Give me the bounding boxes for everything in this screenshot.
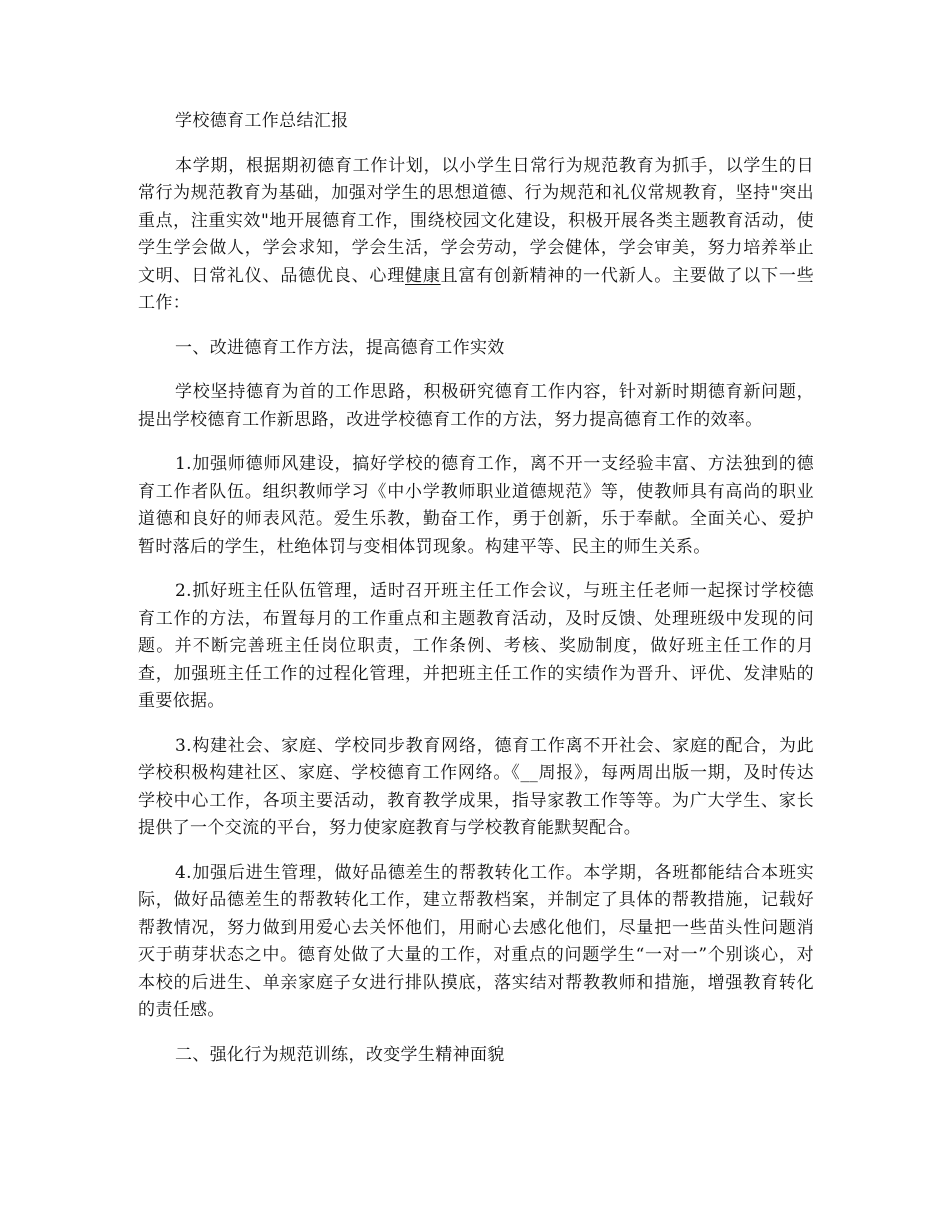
document-page [138, 108, 814, 1086]
section-2-heading: 二、强化行为规范训练，改变学生精神面貌 [175, 1044, 505, 1065]
intro-paragraph [138, 153, 814, 318]
item-1-paragraph: 1.加强师德师风建设，搞好学校的德育工作，离不开一支经验丰富、方法独到的德育工作者队伍。组织教师学习《中小学教师职业道德规范》等，使教师具有高尚的职业道德和良好的师表风范。爱生乐教，勤奋工作，勇于创新，乐于奉献。全面关心、爱护暂时落后的学生，杜绝体罚与变相体罚现象。构建平等、民主的师生关系。 [138, 454, 814, 557]
intro-text-before: 本学期，根据期初德育工作计划，以小学生日常行为规范教育为抓手，以学生的日常行为规范教育为基础，加强对学生的思想道德、行为规范和礼仪常规教育，坚持"突出重点，注重实效"地开展德育工作，围绕校园文化建设，积极开展各类主题教育活动，使学生学会做人，学会求知，学会生活，学会劳动，学会健体，学会审美，努力培养举止文明、日常礼仪、品德优良、心理 [138, 155, 814, 286]
health-link[interactable]: 健康 [405, 265, 441, 286]
section-1-intro: 学校坚持德育为首的工作思路，积极研究德育工作内容，针对新时期德育新问题，提出学校德育工作新思路，改进学校德育工作的方法，努力提高德育工作的效率。 [138, 382, 814, 430]
intro-text-after: 且富有创新精神的一代新人。主要做了以下一些工作： [138, 265, 814, 313]
item-4-paragraph: 4.加强后进生管理，做好品德差生的帮教转化工作。本学期，各班都能结合本班实际，做好品德差生的帮教转化工作，建立帮教档案，并制定了具体的帮教措施，记载好帮教情况，努力做到用爱心去关怀他们，用耐心去感化他们，尽量把一些苗头性问题消灭于萌芽状态之中。德育处做了大量的工作，对重点的问题学生“一对一”个别谈心，对本校的后进生、单亲家庭子女进行排队摸底，落实结对帮教教师和措施，增强教育转化的责任感。 [138, 862, 814, 1020]
item-2-paragraph: 2.抓好班主任队伍管理，适时召开班主任工作会议，与班主任老师一起探讨学校德育工作的方法，布置每月的工作重点和主题教育活动，及时反馈、处理班级中发现的问题。并不断完善班主任岗位职责，工作条例、考核、奖励制度，做好班主任工作的月查，加强班主任工作的过程化管理，并把班主任工作的实绩作为晋升、评优、发津贴的重要依据。 [138, 581, 814, 711]
item-3-paragraph: 3.构建社会、家庭、学校同步教育网络，德育工作离不开社会、家庭的配合，为此学校积极构建社区、家庭、学校德育工作网络。《__周报》，每两周出版一期，及时传达学校中心工作，各项主要活动，教育教学成果，指导家教工作等等。为广大学生、家长提供了一个交流的平台，努力使家庭教育与学校教育能默契配合。 [138, 735, 814, 838]
document-title: 学校德育工作总结汇报 [175, 111, 349, 131]
section-1-heading: 一、改进德育工作方法，提高德育工作实效 [175, 337, 505, 358]
